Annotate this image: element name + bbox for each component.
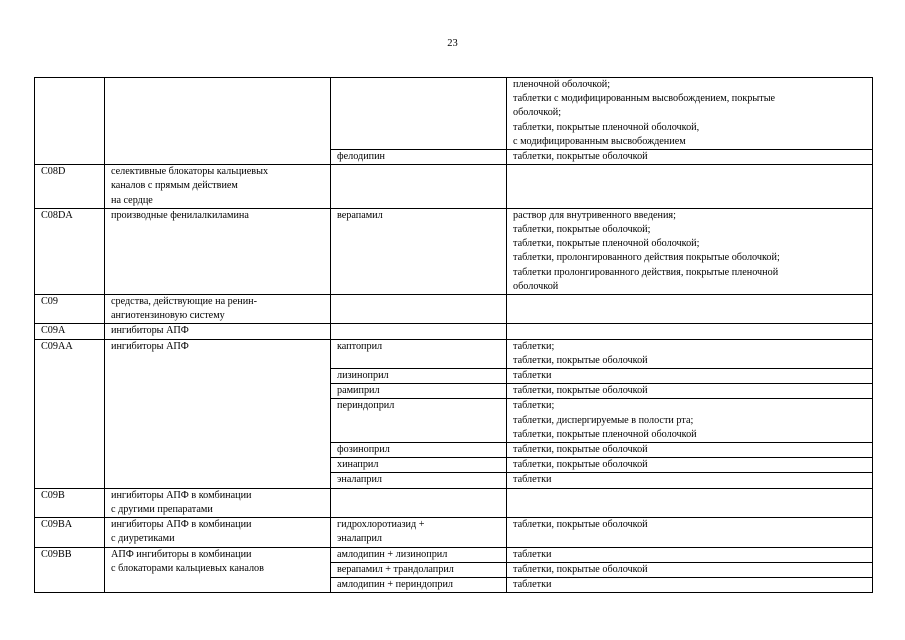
atc-group-cell xyxy=(105,324,331,339)
dosage-form-line: таблетки пролонгированного действия, покрытые пленочной xyxy=(513,266,779,278)
atc-group-line: каналов с прямым действием xyxy=(111,180,238,192)
table-row xyxy=(35,488,873,517)
dosage-forms-cell xyxy=(507,547,873,562)
drug-name: рамиприл xyxy=(337,385,380,397)
dosage-form-line: таблетки, покрытые оболочкой xyxy=(513,519,648,531)
atc-code-cell xyxy=(35,295,105,324)
drug-name-cell xyxy=(331,443,507,458)
drug-name: лизиноприл xyxy=(337,370,389,382)
atc-code: C09BB xyxy=(41,548,72,560)
drug-name-cell xyxy=(331,339,507,368)
drug-name: хинаприл xyxy=(337,459,379,471)
table-row xyxy=(35,547,873,562)
drug-name-cell xyxy=(331,165,507,209)
atc-group-cell xyxy=(105,78,331,165)
atc-code-cell xyxy=(35,488,105,517)
dosage-form-line: раствор для внутривенного введения; xyxy=(513,209,676,221)
dosage-form-line: таблетки xyxy=(513,578,552,590)
page-number: 23 xyxy=(447,38,458,49)
dosage-form-line: таблетки xyxy=(513,474,552,486)
atc-group-line: производные фенилалкиламина xyxy=(111,209,249,221)
dosage-form-line: таблетки, покрытые оболочкой xyxy=(513,151,648,163)
drug-name: эналаприл xyxy=(337,533,382,545)
atc-code-cell xyxy=(35,78,105,165)
dosage-forms-cell xyxy=(507,443,873,458)
dosage-form-line: таблетки, пролонгированного действия покрытые оболочкой; xyxy=(513,252,780,264)
drug-name: каптоприл xyxy=(337,340,383,352)
drug-name-cell xyxy=(331,473,507,488)
dosage-form-line: с модифицированным высвобождением xyxy=(513,135,686,147)
atc-group-cell xyxy=(105,518,331,547)
drug-name-cell xyxy=(331,208,507,294)
table-row xyxy=(35,518,873,547)
dosage-form-line: таблетки; xyxy=(513,400,555,412)
dosage-forms-cell xyxy=(507,562,873,577)
dosage-form-line: таблетки, покрытые оболочкой xyxy=(513,459,648,471)
atc-group-cell xyxy=(105,208,331,294)
atc-code: C09B xyxy=(41,489,65,501)
atc-group-line: ингибиторы АПФ xyxy=(111,325,189,337)
atc-code-cell xyxy=(35,165,105,209)
dosage-form-line: таблетки; xyxy=(513,340,555,352)
atc-group-cell xyxy=(105,295,331,324)
atc-code: C09AA xyxy=(41,340,73,352)
atc-group-line: ингибиторы АПФ в комбинации xyxy=(111,489,252,501)
drug-name-cell xyxy=(331,78,507,150)
dosage-form-line: таблетки, покрытые оболочкой; xyxy=(513,224,651,236)
drug-name-cell xyxy=(331,369,507,384)
dosage-forms-cell xyxy=(507,150,873,165)
atc-code-cell xyxy=(35,324,105,339)
dosage-form-line: пленочной оболочкой; xyxy=(513,79,611,90)
drug-name: гидрохлоротиазид + xyxy=(337,519,425,531)
drug-name-cell xyxy=(331,518,507,547)
dosage-form-line: таблетки xyxy=(513,370,552,382)
table-row xyxy=(35,324,873,339)
atc-code-cell xyxy=(35,547,105,593)
dosage-forms-cell xyxy=(507,295,873,324)
dosage-form-line: таблетки, покрытые оболочкой xyxy=(513,563,648,575)
dosage-form-line: таблетки, покрытые пленочной оболочкой, xyxy=(513,121,700,133)
atc-code: C09BA xyxy=(41,519,73,531)
drug-name-cell xyxy=(331,562,507,577)
dosage-form-line: таблетки, покрытые пленочной оболочкой; xyxy=(513,238,700,250)
drug-name-cell xyxy=(331,150,507,165)
dosage-forms-cell xyxy=(507,577,873,592)
dosage-form-line: оболочкой; xyxy=(513,107,562,119)
drug-name: амлодипин + лизиноприл xyxy=(337,548,448,560)
dosage-forms-cell xyxy=(507,324,873,339)
drug-name: фозиноприл xyxy=(337,444,390,456)
dosage-form-line: таблетки, покрытые оболочкой xyxy=(513,385,648,397)
drug-name: амлодипин + периндоприл xyxy=(337,578,454,590)
table-row xyxy=(35,78,873,150)
dosage-forms-cell xyxy=(507,518,873,547)
atc-group-line: ингибиторы АПФ в комбинации xyxy=(111,519,252,531)
atc-group-cell xyxy=(105,488,331,517)
drug-table xyxy=(34,77,873,593)
atc-group-line: ангиотензиновую систему xyxy=(111,310,225,322)
drug-name-cell xyxy=(331,295,507,324)
drug-name: эналаприл xyxy=(337,474,382,486)
dosage-forms-cell xyxy=(507,165,873,209)
drug-name-cell xyxy=(331,324,507,339)
atc-group-cell xyxy=(105,547,331,593)
drug-name: фелодипин xyxy=(337,151,385,163)
atc-code-cell xyxy=(35,208,105,294)
drug-name-cell xyxy=(331,384,507,399)
table-row xyxy=(35,208,873,294)
atc-group-line: на сердце xyxy=(111,194,153,206)
drug-name-cell xyxy=(331,577,507,592)
dosage-form-line: таблетки, диспергируемые в полости рта; xyxy=(513,414,694,426)
atc-group-line: с блокаторами кальциевых каналов xyxy=(111,562,264,574)
table-row xyxy=(35,165,873,209)
dosage-forms-cell xyxy=(507,78,873,150)
table-row xyxy=(35,339,873,368)
atc-group-line: ингибиторы АПФ xyxy=(111,340,189,352)
atc-group-cell xyxy=(105,339,331,488)
atc-code: C08D xyxy=(41,166,66,178)
atc-code: C09 xyxy=(41,296,58,308)
atc-group-line: средства, действующие на ренин- xyxy=(111,296,257,308)
dosage-forms-cell xyxy=(507,384,873,399)
atc-group-line: с диуретиками xyxy=(111,533,175,545)
dosage-forms-cell xyxy=(507,473,873,488)
atc-group-line: селективные блокаторы кальциевых xyxy=(111,166,269,178)
drug-name: верапамил + трандолаприл xyxy=(337,563,454,575)
atc-code-cell xyxy=(35,339,105,488)
table-row xyxy=(35,295,873,324)
atc-group-line: АПФ ингибиторы в комбинации xyxy=(111,548,252,560)
atc-code: C09A xyxy=(41,325,66,337)
dosage-forms-cell xyxy=(507,458,873,473)
drug-name-cell xyxy=(331,547,507,562)
drug-name: верапамил xyxy=(337,209,383,221)
atc-code-cell xyxy=(35,518,105,547)
dosage-form-line: таблетки, покрытые оболочкой xyxy=(513,444,648,456)
dosage-forms-cell xyxy=(507,339,873,368)
drug-name-cell xyxy=(331,488,507,517)
dosage-form-line: таблетки, покрытые пленочной оболочкой xyxy=(513,428,697,440)
dosage-form-line: таблетки, покрытые оболочкой xyxy=(513,354,648,366)
dosage-forms-cell xyxy=(507,208,873,294)
atc-group-line: с другими препаратами xyxy=(111,503,213,515)
drug-name-cell xyxy=(331,458,507,473)
atc-group-cell xyxy=(105,165,331,209)
dosage-form-line: таблетки с модифицированным высвобождением, покрытые xyxy=(513,93,776,105)
atc-code: C08DA xyxy=(41,209,73,221)
dosage-forms-cell xyxy=(507,369,873,384)
drug-name: периндоприл xyxy=(337,400,395,412)
dosage-forms-cell xyxy=(507,399,873,443)
dosage-forms-cell xyxy=(507,488,873,517)
drug-name-cell xyxy=(331,399,507,443)
dosage-form-line: оболочкой xyxy=(513,280,559,292)
dosage-form-line: таблетки xyxy=(513,548,552,560)
